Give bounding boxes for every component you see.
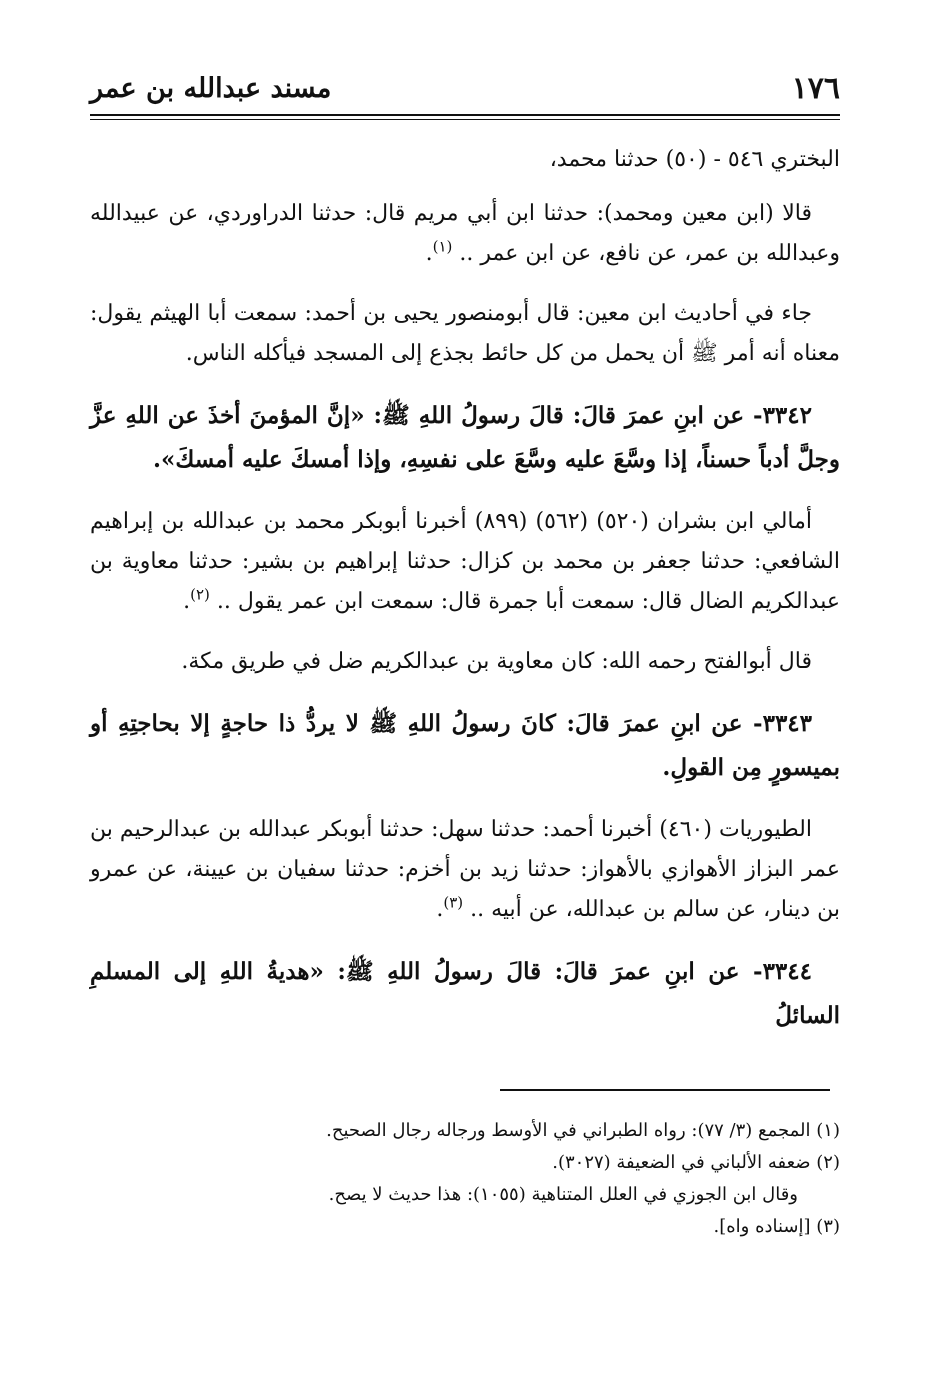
paragraph-text: البختري ٥٤٦ - (٥٠) حدثنا محمد،	[549, 147, 840, 172]
page-number: ١٧٦	[791, 71, 840, 106]
book-page	[90, 66, 840, 1058]
running-title: مسند عبدالله بن عمر	[90, 73, 332, 104]
footnote-1: (١) المجمع (٣/ ٧٧): رواه الطبراني في الأوسط ورجاله رجال الصحيح.	[326, 1120, 840, 1141]
paragraph-commentary-2	[90, 642, 840, 682]
footnote-3: (٣) [إسناده واه].	[713, 1216, 840, 1237]
footnotes	[140, 1115, 840, 1243]
paragraph-text: جاء في أحاديث ابن معين: قال أبومنصور يحيى بن أحمد: سمعت أبا الهيثم يقول: معناه أنه أمر ﷺ أن يحمل من كل حائط بجذع إلى المسجد فيأكله الناس.	[90, 301, 840, 366]
footnote-2: (٢) ضعفه الألباني في الضعيفة (٣٠٢٧).	[552, 1152, 840, 1173]
paragraph-text: أمالي ابن بشران (٥٢٠) (٥٦٢) (٨٩٩) أخبرنا أبوبكر محمد بن عبدالله بن إبراهيم الشافعي: حدثنا جعفر بن محمد بن كزال: حدثنا إبراهيم بن بشير: حدثنا معاوية بن عبدالكريم الضال قال: سمعت أبا جمرة قال: سمعت ابن عمر يقول ..	[90, 509, 840, 614]
paragraph-isnad-1: قالا (ابن معين ومحمد): حدثنا ابن أبي مريم قال: حدثنا الدراوردي، عن عبيدالله وعبدالله بن عمر، عن نافع، عن ابن عمر .. $^{(١)}$.	[90, 201, 840, 266]
header-rule	[90, 114, 840, 116]
hadith-text: ٣٣٤٢- عن ابنِ عمرَ قالَ: قالَ رسولُ اللهِ ﷺ: «إنَّ المؤمنَ أخذَ عن اللهِ عزَّ وجلَّ أدباً حسناً، إذا وسَّعَ عليه وسَّعَ على نفسِهِ، وإذا أمسكَ عليه أمسكَ».	[90, 402, 840, 473]
hadith-3344	[90, 950, 840, 1038]
hadith-3342	[90, 394, 840, 482]
footnote-2-continuation: وقال ابن الجوزي في العلل المتناهية (١٠٥٥): هذا حديث لا يصح.	[328, 1184, 798, 1205]
hadith-text: ٣٣٤٣- عن ابنِ عمرَ قالَ: كانَ رسولُ اللهِ ﷺ لا يردُّ ذا حاجةٍ إلا بحاجتِهِ أو بميسورٍ مِن القولِ.	[90, 710, 840, 781]
paragraph-commentary-1	[90, 294, 840, 374]
page-body	[90, 140, 840, 1038]
footnote-marker-2: (٢)	[190, 585, 210, 604]
footnote-separator	[500, 1089, 830, 1091]
hadith-3343	[90, 702, 840, 790]
header-rule-thin	[90, 119, 840, 120]
footnote-marker-1: (١)	[432, 237, 453, 256]
footnote-marker-3: (٣)	[443, 893, 464, 912]
paragraph-narration-start	[90, 140, 840, 180]
page-header	[90, 66, 840, 112]
hadith-text: ٣٣٤٤- عن ابنِ عمرَ قالَ: قالَ رسولُ اللهِ ﷺ: «هديةُ اللهِ إلى المسلمِ السائلُ	[90, 958, 840, 1029]
paragraph-isnad-3: الطيوريات (٤٦٠) أخبرنا أحمد: حدثنا سهل: حدثنا أبوبكر عبدالله بن عبدالرحيم بن عمر البزاز الأهوازي بالأهواز: حدثنا زيد بن أخزم: حدثنا سفيان بن عيينة، عن عمرو بن دينار، عن سالم بن عبدالله، عن أبيه .. $^{(٣)}$.	[90, 817, 840, 922]
paragraph-isnad-2: أمالي ابن بشران (٥٢٠) (٥٦٢) (٨٩٩) أخبرنا أبوبكر محمد بن عبدالله بن إبراهيم الشافعي: حدثنا جعفر بن محمد بن كزال: حدثنا إبراهيم بن بشير: حدثنا معاوية بن عبدالكريم الضال قال: سمعت أبا جمرة قال: سمعت ابن عمر يقول .. $^{(٢)}$.	[90, 509, 840, 614]
paragraph-text: قالا (ابن معين ومحمد): حدثنا ابن أبي مريم قال: حدثنا الدراوردي، عن عبيدالله وعبدالله بن عمر، عن نافع، عن ابن عمر ..	[90, 201, 840, 266]
paragraph-text: قال أبوالفتح رحمه الله: كان معاوية بن عبدالكريم ضل في طريق مكة.	[181, 649, 812, 674]
paragraph-text: الطيوريات (٤٦٠) أخبرنا أحمد: حدثنا سهل: حدثنا أبوبكر عبدالله بن عبدالرحيم بن عمر البزاز الأهوازي بالأهواز: حدثنا زيد بن أخزم: حدثنا سفيان بن عيينة، عن عمرو بن دينار، عن سالم بن عبدالله، عن أبيه ..	[90, 817, 840, 922]
